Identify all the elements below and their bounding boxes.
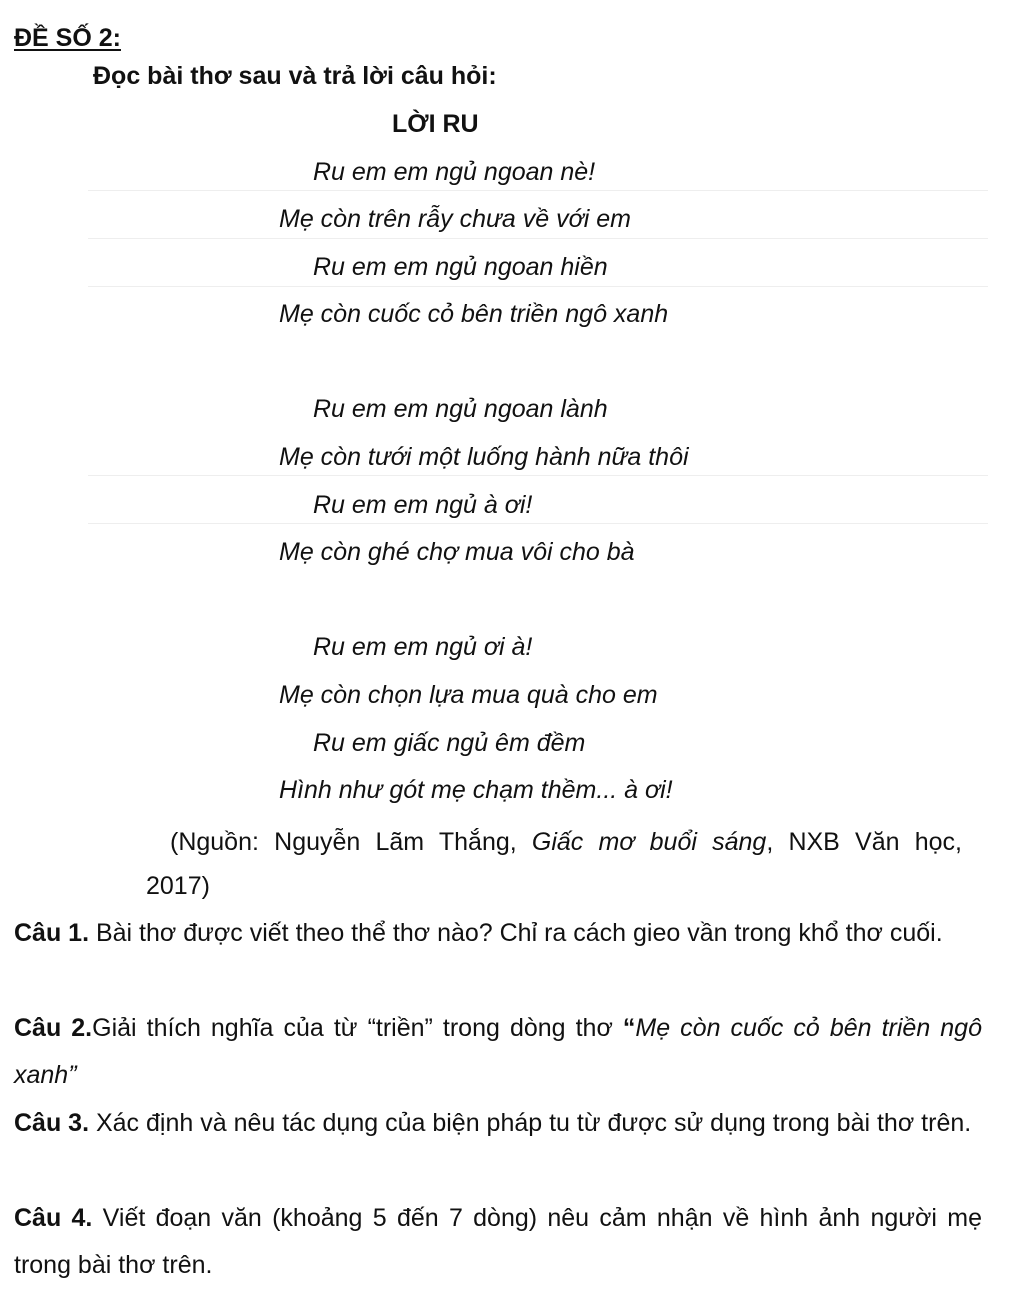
question-text: Viết đoạn văn (khoảng 5 đến 7 dòng) nêu cảm nhận về hình ảnh người mẹ trong bài thơ trên. bbox=[14, 1204, 982, 1279]
question-1 bbox=[14, 910, 982, 957]
poem-line: Ru em em ngủ ngoan hiền bbox=[313, 253, 608, 281]
question-label: Câu 2. bbox=[14, 1014, 93, 1042]
instruction: Đọc bài thơ sau và trả lời câu hỏi: bbox=[93, 62, 497, 90]
poem-line: Hình như gót mẹ chạm thềm... à ơi! bbox=[279, 776, 673, 804]
poem-line: Ru em giấc ngủ êm đềm bbox=[313, 729, 586, 757]
source-year: 2017) bbox=[146, 872, 210, 900]
faint-rule bbox=[88, 238, 988, 239]
poem-line: Ru em em ngủ ngoan lành bbox=[313, 395, 608, 423]
faint-rule bbox=[88, 286, 988, 287]
question-label: Câu 3. bbox=[14, 1109, 90, 1137]
quote-close-mark: ” bbox=[68, 1061, 77, 1089]
question-text: Giải thích nghĩa của từ “triền” trong dòng thơ bbox=[92, 1014, 623, 1042]
source-book-title: Giấc mơ buổi sáng bbox=[531, 828, 767, 856]
question-label: Câu 1. bbox=[14, 919, 90, 947]
exam-number: ĐỀ SỐ 2: bbox=[14, 24, 121, 52]
poem-line: Mẹ còn trên rẫy chưa về với em bbox=[279, 205, 631, 233]
question-text: Bài thơ được viết theo thể thơ nào? Chỉ ra cách gieo vần trong khổ thơ cuối. bbox=[89, 919, 943, 947]
question-4 bbox=[14, 1195, 982, 1289]
question-text: Xác định và nêu tác dụng của biện pháp tu từ được sử dụng trong bài thơ trên. bbox=[89, 1109, 972, 1137]
poem-title: LỜI RU bbox=[392, 110, 479, 138]
poem-line: Mẹ còn ghé chợ mua vôi cho bà bbox=[279, 538, 635, 566]
question-3 bbox=[14, 1100, 982, 1147]
poem-line: Ru em em ngủ ngoan nè! bbox=[313, 158, 596, 186]
poem-line: Ru em em ngủ à ơi! bbox=[313, 491, 533, 519]
faint-rule bbox=[88, 475, 988, 476]
poem-line: Mẹ còn cuốc cỏ bên triền ngô xanh bbox=[279, 300, 669, 328]
source-prefix: (Nguồn: Nguyễn Lãm Thắng, bbox=[170, 828, 532, 856]
poem-line: Mẹ còn tưới một luống hành nữa thôi bbox=[279, 443, 689, 471]
poem-source bbox=[146, 820, 962, 908]
source-publisher: , NXB Văn học, bbox=[766, 828, 962, 856]
faint-rule bbox=[88, 523, 988, 524]
question-label: Câu 4. bbox=[14, 1204, 93, 1232]
source-line-1 bbox=[146, 820, 962, 864]
question-2 bbox=[14, 1005, 982, 1099]
quote-open-mark: “ bbox=[622, 1014, 636, 1042]
poem-line: Mẹ còn chọn lựa mua quà cho em bbox=[279, 681, 658, 709]
quoted-verse: Mẹ còn cuốc cỏ bên triền ngô xanh bbox=[14, 1014, 982, 1089]
poem-line: Ru em em ngủ ơi à! bbox=[313, 633, 533, 661]
faint-rule bbox=[88, 190, 988, 191]
